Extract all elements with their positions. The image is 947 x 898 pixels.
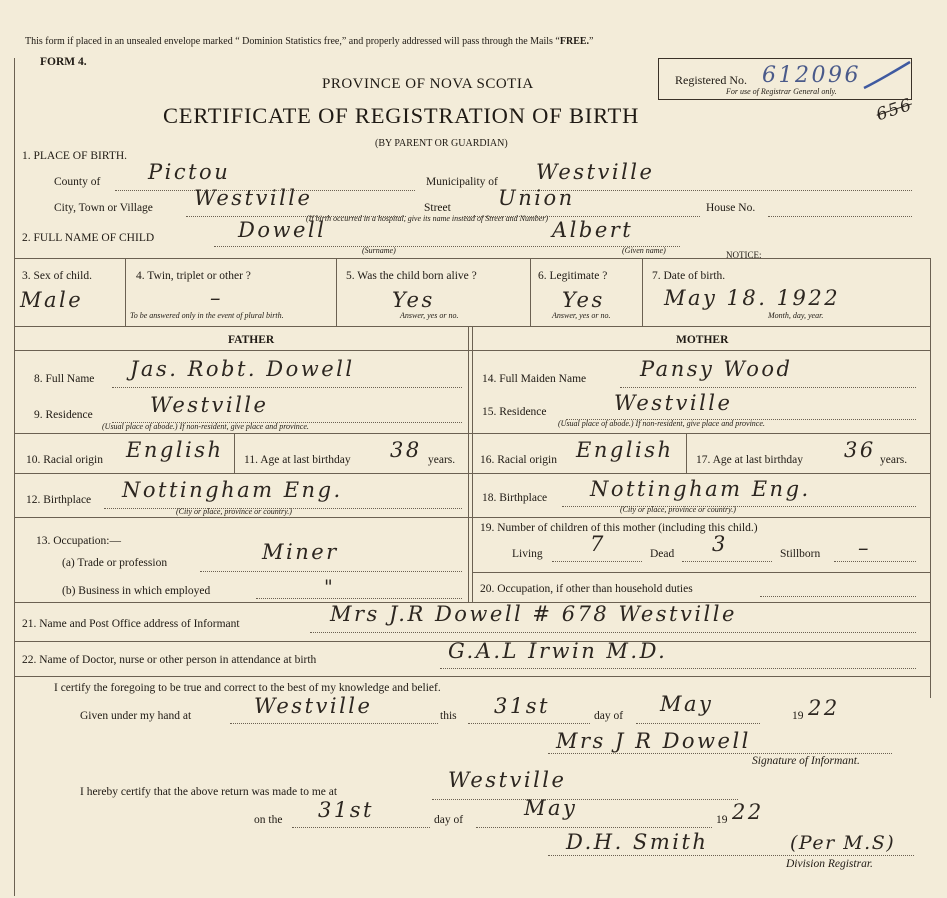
father-name-label: 8. Full Name <box>34 373 95 385</box>
twin-label: 4. Twin, triplet or other ? <box>136 270 251 282</box>
business-label: (b) Business in which employed <box>62 585 211 597</box>
legitimate-note: Answer, yes or no. <box>552 311 611 320</box>
date-label: 7. Date of birth. <box>652 270 726 282</box>
legitimate-value: Yes <box>562 288 605 312</box>
mother-residence: Westville <box>614 391 733 415</box>
house-label: House No. <box>706 202 756 214</box>
county-label: County of <box>54 176 101 188</box>
father-heading: FATHER <box>228 334 275 346</box>
col-div-4 <box>642 258 643 326</box>
city-label: City, Town or Village <box>54 202 153 214</box>
registrar-statement: I hereby certify that the above return was made to me at <box>80 786 338 798</box>
date-note: Month, day, year. <box>768 311 824 320</box>
informant-signature-label: Signature of Informant. <box>752 755 860 767</box>
mother-age: 36 <box>844 438 876 462</box>
mother-racial-label: 16. Racial origin <box>480 454 557 466</box>
stillborn-line <box>834 561 916 562</box>
father-residence: Westville <box>150 393 269 417</box>
col-div-2 <box>336 258 337 326</box>
informant-value: Mrs J.R Dowell # 678 Westville <box>330 602 737 626</box>
registrar-per: (Per M.S) <box>790 832 896 854</box>
registrar-day-of-label: day of <box>434 814 464 826</box>
registrar-month: May <box>524 796 578 820</box>
father-residence-label: 9. Residence <box>34 409 93 421</box>
date-value: May 18. 1922 <box>664 286 841 310</box>
municipality-line <box>522 190 912 191</box>
left-border <box>14 58 15 896</box>
form-number: FORM 4. <box>40 56 87 68</box>
rule-1 <box>14 258 930 259</box>
house-line <box>768 216 912 217</box>
sex-value: Male <box>20 288 84 312</box>
doctor-line <box>440 668 916 669</box>
given-place-line <box>230 723 438 724</box>
informant-label: 21. Name and Post Office address of Informant <box>22 618 240 630</box>
father-birthplace: Nottingham Eng. <box>122 478 343 502</box>
col-div-3 <box>530 258 531 326</box>
father-racial: English <box>126 438 224 462</box>
informant-signature-line <box>548 753 892 754</box>
doctor-value: G.A.L Irwin M.D. <box>448 639 668 663</box>
given-name-note: (Given name) <box>622 246 666 255</box>
checkmark-icon <box>862 58 914 96</box>
alive-note: Answer, yes or no. <box>400 311 459 320</box>
father-birthplace-label: 12. Birthplace <box>26 494 92 506</box>
mother-racial: English <box>576 438 674 462</box>
place-of-birth-label: 1. PLACE OF BIRTH. <box>22 150 128 162</box>
certify-statement: I certify the foregoing to be true and correct to the best of my knowledge and belief. <box>54 682 441 694</box>
col-div-1 <box>125 258 126 326</box>
business-line <box>256 598 462 599</box>
mother-residence-note: (Usual place of abode.) If non-resident, give place and province. <box>558 419 765 428</box>
child-name-line <box>214 246 680 247</box>
registrar-signature-line <box>548 855 914 856</box>
county-value: Pictou <box>148 160 231 184</box>
living-label: Living <box>512 548 543 560</box>
registrar-month-line <box>476 827 712 828</box>
mother-residence-label: 15. Residence <box>482 406 547 418</box>
trade-label: (a) Trade or profession <box>62 557 168 569</box>
right-border <box>930 258 931 698</box>
rule-residence <box>14 433 930 434</box>
surname-note: (Surname) <box>362 246 396 255</box>
municipality-value: Westville <box>536 160 655 184</box>
mother-name-label: 14. Full Maiden Name <box>482 373 587 385</box>
dead-line <box>682 561 772 562</box>
given-place: Westville <box>254 694 373 718</box>
registrar-on-label: on the <box>254 814 283 826</box>
dead-label: Dead <box>650 548 675 560</box>
business-value: " <box>324 576 335 598</box>
this-label: this <box>440 710 457 722</box>
mother-birthplace-note: (City or place, province or country.) <box>620 505 736 514</box>
dead-value: 3 <box>712 532 728 556</box>
children-label: 19. Number of children of this mother (including this child.) <box>480 522 758 534</box>
given-label: Given under my hand at <box>80 710 192 722</box>
cert-day-of-label: day of <box>594 710 624 722</box>
alive-label: 5. Was the child born alive ? <box>346 270 477 282</box>
mother-birthplace: Nottingham Eng. <box>590 477 811 501</box>
cert-month: May <box>660 692 714 716</box>
mother-age-label: 17. Age at last birthday <box>696 454 803 466</box>
twin-note: To be answered only in the event of plural birth. <box>130 311 284 320</box>
other-occupation-label: 20. Occupation, if other than household duties <box>480 583 693 595</box>
stillborn-label: Stillborn <box>780 548 821 560</box>
mother-birthplace-label: 18. Birthplace <box>482 492 548 504</box>
cert-day: 31st <box>494 694 550 718</box>
child-surname: Dowell <box>238 218 327 242</box>
living-line <box>552 561 642 562</box>
father-name: Jas. Robt. Dowell <box>130 357 355 381</box>
father-age-label: 11. Age at last birthday <box>244 454 351 466</box>
province-heading: PROVINCE OF NOVA SCOTIA <box>322 76 534 92</box>
registered-label: Registered No. <box>675 73 747 87</box>
child-name-label: 2. FULL NAME OF CHILD <box>22 232 155 244</box>
doctor-label: 22. Name of Doctor, nurse or other person in attendance at birth <box>22 654 317 666</box>
registrar-place-line <box>432 799 738 800</box>
father-years-label: years. <box>428 454 456 466</box>
hospital-note: (If birth occurred in a hospital, give its name instead of Street and Number) <box>306 214 549 223</box>
mother-racial-div <box>686 433 687 473</box>
corner-mark: 656 <box>873 94 916 126</box>
registrar-signature: D.H. Smith <box>566 830 709 854</box>
living-value: 7 <box>590 532 606 556</box>
trade-line <box>200 571 462 572</box>
mother-name-line <box>620 387 916 388</box>
registrar-signature-label: Division Registrar. <box>786 858 873 870</box>
city-value: Westville <box>194 186 313 210</box>
registrar-note: For use of Registrar General only. <box>726 87 837 96</box>
registrar-place: Westville <box>448 768 567 792</box>
center-divider <box>468 326 469 602</box>
mother-heading: MOTHER <box>676 334 729 346</box>
certificate-subtitle: (BY PARENT OR GUARDIAN) <box>375 138 508 149</box>
informant-line <box>310 632 916 633</box>
rule-doctor <box>14 676 930 677</box>
mother-years-label: years. <box>880 454 908 466</box>
father-birthplace-note: (City or place, province or country.) <box>176 507 292 516</box>
street-label: Street <box>424 202 451 214</box>
heading-rule <box>14 350 930 351</box>
mother-name: Pansy Wood <box>640 357 793 381</box>
alive-value: Yes <box>392 288 435 312</box>
cert-year: 22 <box>808 696 840 720</box>
child-given-name: Albert <box>552 218 634 242</box>
occupation-label: 13. Occupation:— <box>36 535 121 547</box>
registrar-year: 22 <box>732 800 764 824</box>
cert-month-line <box>636 723 760 724</box>
notice-word: NOTICE: <box>726 250 762 260</box>
registered-number: 612096 <box>762 63 861 88</box>
center-divider-2 <box>472 326 473 602</box>
registrar-year-prefix: 19 <box>716 814 728 826</box>
mother-birthplace-line <box>562 506 916 507</box>
registrar-day-line <box>292 827 430 828</box>
father-racial-label: 10. Racial origin <box>26 454 103 466</box>
twin-value: – <box>210 286 223 310</box>
cert-year-prefix: 19 <box>792 710 804 722</box>
trade-value: Miner <box>262 540 339 564</box>
sex-label: 3. Sex of child. <box>22 270 92 282</box>
rule-birthplace <box>14 517 930 518</box>
other-occupation-line <box>760 596 916 597</box>
father-name-line <box>112 387 462 388</box>
street-value: Union <box>498 186 575 210</box>
registrar-day: 31st <box>318 798 374 822</box>
father-residence-note: (Usual place of abode.) If non-resident, give place and province. <box>102 422 309 431</box>
rule-racial <box>14 473 930 474</box>
municipality-label: Municipality of <box>426 176 498 188</box>
rule-children <box>472 572 930 573</box>
informant-signature: Mrs J R Dowell <box>556 729 751 753</box>
father-racial-div <box>234 433 235 473</box>
legitimate-label: 6. Legitimate ? <box>538 270 608 282</box>
cert-day-line <box>468 723 590 724</box>
mailing-notice: This form if placed in an unsealed envelope marked “ Dominion Statistics free,” and properly addressed will pass through the Mails “FREE.” <box>25 36 594 47</box>
stillborn-value: – <box>858 536 871 560</box>
certificate-title: CERTIFICATE OF REGISTRATION OF BIRTH <box>163 103 640 128</box>
father-age: 38 <box>390 438 422 462</box>
